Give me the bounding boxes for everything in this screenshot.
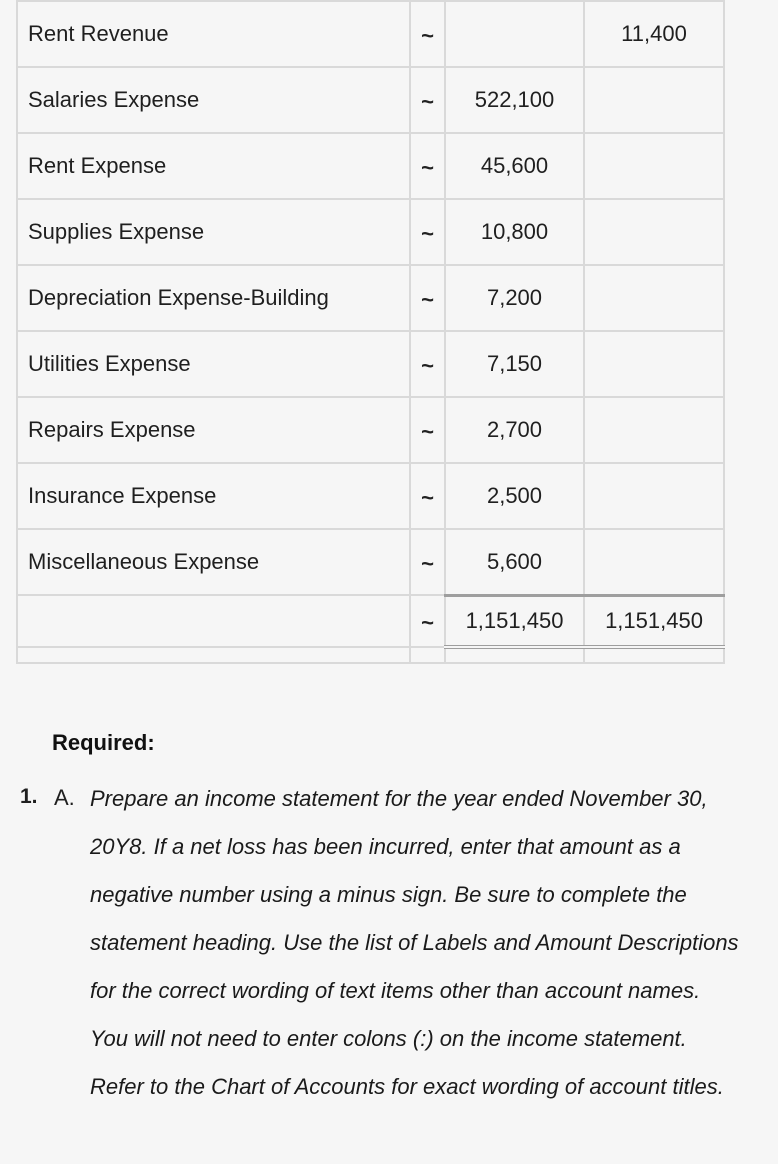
table-row <box>17 397 724 463</box>
required-heading: Required: <box>52 730 155 755</box>
question-instruction: Prepare an income statement for the year ended November 30, 20Y8. If a net loss has been incurred, enter that amount as a negative number using a minus sign. Be sure to complete the statement heading. Use the list of Labels and Amount Descriptions for the correct wording of text items other than account names. You will not need to enter colons (:) on the income statement. Refer to the Chart of Accounts for exact wording of account titles. <box>90 786 739 1099</box>
debit-amount <box>445 1 584 67</box>
credit-amount <box>584 67 724 133</box>
account-name: Repairs Expense <box>17 397 410 463</box>
credit-amount <box>584 397 724 463</box>
debit-amount: 2,500 <box>445 463 584 529</box>
blank-cell <box>584 647 724 663</box>
debit-amount: 2,700 <box>445 397 584 463</box>
credit-total: 1,151,450 <box>584 595 724 647</box>
totals-label-cell <box>17 595 410 647</box>
checkmark-icon: ~ <box>410 67 445 133</box>
debit-amount: 7,200 <box>445 265 584 331</box>
debit-amount: 7,150 <box>445 331 584 397</box>
blank-cell <box>410 647 445 663</box>
totals-row <box>17 595 724 647</box>
account-name: Depreciation Expense-Building <box>17 265 410 331</box>
checkmark-icon: ~ <box>410 331 445 397</box>
credit-amount <box>584 463 724 529</box>
table-row <box>17 331 724 397</box>
table-row <box>17 1 724 67</box>
checkmark-icon: ~ <box>410 463 445 529</box>
question-number: 1. <box>20 785 38 808</box>
checkmark-icon: ~ <box>410 133 445 199</box>
checkmark-icon: ~ <box>410 397 445 463</box>
table-row <box>17 67 724 133</box>
debit-amount: 10,800 <box>445 199 584 265</box>
table-row <box>17 133 724 199</box>
credit-amount <box>584 529 724 595</box>
checkmark-icon: ~ <box>410 199 445 265</box>
debit-amount: 5,600 <box>445 529 584 595</box>
question-letter: A. <box>54 785 75 810</box>
account-name: Miscellaneous Expense <box>17 529 410 595</box>
account-name: Rent Expense <box>17 133 410 199</box>
credit-amount <box>584 331 724 397</box>
credit-amount <box>584 133 724 199</box>
table-row <box>17 463 724 529</box>
credit-amount <box>584 265 724 331</box>
checkmark-icon: ~ <box>410 529 445 595</box>
trial-balance-table <box>16 0 725 664</box>
checkmark-icon: ~ <box>410 1 445 67</box>
account-name: Salaries Expense <box>17 67 410 133</box>
double-rule-row <box>17 647 724 663</box>
checkmark-icon: ~ <box>410 595 445 647</box>
debit-total: 1,151,450 <box>445 595 584 647</box>
debit-amount: 522,100 <box>445 67 584 133</box>
account-name: Utilities Expense <box>17 331 410 397</box>
table-row <box>17 199 724 265</box>
blank-cell <box>17 647 410 663</box>
account-name: Supplies Expense <box>17 199 410 265</box>
blank-cell <box>445 647 584 663</box>
credit-amount <box>584 199 724 265</box>
account-name: Insurance Expense <box>17 463 410 529</box>
table-row <box>17 265 724 331</box>
account-name: Rent Revenue <box>17 1 410 67</box>
debit-amount: 45,600 <box>445 133 584 199</box>
credit-amount: 11,400 <box>584 1 724 67</box>
checkmark-icon: ~ <box>410 265 445 331</box>
table-row <box>17 529 724 595</box>
